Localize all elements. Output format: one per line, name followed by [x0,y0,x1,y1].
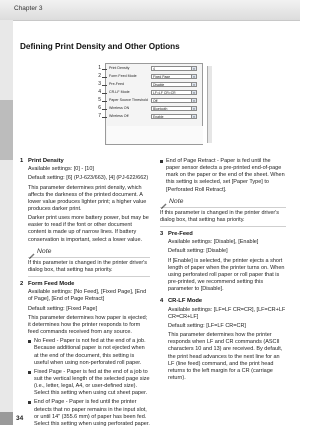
figure-row [96,113,203,120]
callout-line [102,101,107,102]
item-heading [160,231,286,238]
default-setting: Default setting: [Fixed Page] [28,305,98,312]
setting-label: CR-LF Mode [109,90,130,94]
dialog-scrollbar [207,66,212,143]
section-title: Defining Print Density and Other Options [20,42,180,51]
note-divider [28,276,150,277]
callout-number: 2 [98,73,101,79]
note-box [160,197,286,227]
chevron-down-icon: ▾ [191,115,196,119]
figure-row [96,81,203,88]
default-setting: Default setting: [Disable] [168,248,228,255]
callout-number: 1 [98,65,101,71]
setting-dropdown [151,98,197,103]
item-number: 2 [20,281,24,288]
callout-line [102,109,107,110]
chevron-down-icon: ▾ [191,75,196,79]
note-title: Note [169,197,184,205]
bullet-item: Fixed Page - Paper is fed at the end of a job to suit the vertical length of the selected page size (i.e., letter, legal, A4, or user-defined size). Select this setting when using cut sheet paper. [34,368,150,397]
note-header [160,197,286,206]
callout-line [102,69,107,70]
dropdown-value: Disable [153,83,165,87]
item-title: CR-LF Mode [168,298,203,305]
dropdown-value: Fixed Page [153,75,171,79]
item-title: Print Density [28,158,64,164]
setting-label: Wireless Off [109,114,129,118]
setting-dropdown [151,106,197,111]
callout-line [102,85,107,86]
setting-dropdown [151,66,197,71]
chevron-down-icon: ▾ [191,107,196,111]
setting-dropdown [151,114,197,119]
figure-row [96,73,203,80]
callout-number: 7 [98,113,101,119]
note-divider [160,207,286,208]
callout-line [102,77,107,78]
item-number: 3 [160,231,164,238]
figure-row [96,97,203,104]
note-divider [160,226,286,227]
bullet-item: End of Page - Paper is fed until the printer detects that no paper remains in the input slot, or until 14" (355.6 mm) of paper has been fed. Select this setting when using perforated paper. [34,399,150,427]
setting-label: Pre-Feed [109,82,124,86]
setting-label: Paper Source Threshold [109,98,148,102]
side-tab-strip [0,20,13,418]
figure-row [96,89,203,96]
bullet-item: End of Page Retract - Paper is fed until the paper sensor detects a pre-printed end-of-page mark on the paper or the end of the sheet. When this setting is selected, set [Paper Type] to [Perforated Roll Retract]. [166,158,285,193]
note-header [28,247,150,256]
item-heading [160,298,286,305]
figure-row [96,65,203,72]
item-number: 4 [160,298,164,305]
paragraph: This parameter determines how the printer responds when LF and CR commands (ASCII characters 10 and 13) are received. By default, the print head advances to the next line for an LF (line feed) command, and the print head returns to the left margin for a CR (carriage return). [168,332,283,381]
note-title: Note [37,247,52,255]
chevron-down-icon: ▾ [191,91,196,95]
dropdown-value: 4 [153,67,155,71]
paragraph: This parameter determines print density, which affects the darkness of the printed document. A lower value produces lighter print; a higher value produces darker print. [28,184,147,212]
paragraph: This parameter determines how paper is ejected; it determines how the printer responds to form feed commands received from any source. [28,314,148,336]
page-number: 34 [16,415,24,422]
callout-line [102,93,107,94]
available-settings: Available settings: [0] - [10] [28,166,94,173]
note-text: If this parameter is changed in the printer driver's dialog box, that setting has priority. [160,209,280,223]
note-divider [28,257,150,258]
default-setting: Default setting: [LF=LF CR=CR] [168,322,246,329]
callout-number: 5 [98,97,101,103]
figure-row [96,105,203,112]
default-setting: Default setting: [6] (PJ-623/663), [4] (PJ-622/662) [28,175,149,182]
note-pencil-icon [160,197,167,205]
callout-number: 6 [98,105,101,111]
dialog-empty-area [107,126,203,144]
item-heading [20,158,150,165]
setting-label: Wireless ON [109,106,130,110]
bullet-item: No Feed - Paper is not fed at the end of a job. Because additional paper is not ejected when at the end of the document, this setting is useful when using non-perforated roll paper. [34,338,150,367]
callout-line [102,117,107,118]
item-title: Form Feed Mode [28,281,75,288]
side-tab-marker [0,100,13,160]
callout-number: 4 [98,89,101,95]
dropdown-value: Bluetooth [153,107,168,111]
setting-label: Form Feed Mode [109,74,137,78]
right-column [160,158,286,384]
chapter-header-bar [0,0,300,21]
setting-dropdown [151,90,197,95]
chevron-down-icon: ▾ [191,99,196,103]
item-number: 1 [20,158,24,164]
item-heading [20,281,150,288]
left-column [20,158,150,430]
available-settings: Available settings: [No Feed], [Fixed Page], [End of Page], [End of Page Retract] [28,289,147,303]
setting-label: Print Density [109,66,130,70]
settings-screenshot-figure [96,63,203,145]
available-settings: Available settings: [Disable], [Enable] [168,239,259,246]
setting-dropdown [151,82,197,87]
paragraph: If [Enable] is selected, the printer ejects a short length of paper when the printer turns on. When using perforated roll paper or roll paper that is pre-printed, we recommend setting this parameter to [Disable]. [168,257,285,293]
chevron-down-icon: ▾ [191,83,196,87]
paragraph: Darker print uses more battery power, but may be easier to read if the font or other document content is made up of narrow lines. If battery conservation is important, select a lower value. [28,215,149,243]
dropdown-value: LF=LF CR=CR [153,91,176,95]
chevron-down-icon: ▾ [191,67,196,71]
item-title: Pre-Feed [168,231,193,238]
note-pencil-icon [28,247,35,255]
available-settings: Available settings: [LF=LF CR=CR], [LF=CR+LF CR=CR+LF] [168,306,286,320]
setting-dropdown [151,74,197,79]
dropdown-value: Enable [153,115,164,119]
chapter-label: Chapter 3 [14,5,43,12]
dropdown-value: Off [153,99,158,103]
note-text: If this parameter is changed in the printer driver's dialog box, that setting has priority. [28,259,148,273]
callout-number: 3 [98,81,101,87]
page-number-tab [0,412,13,425]
note-box [28,247,150,277]
